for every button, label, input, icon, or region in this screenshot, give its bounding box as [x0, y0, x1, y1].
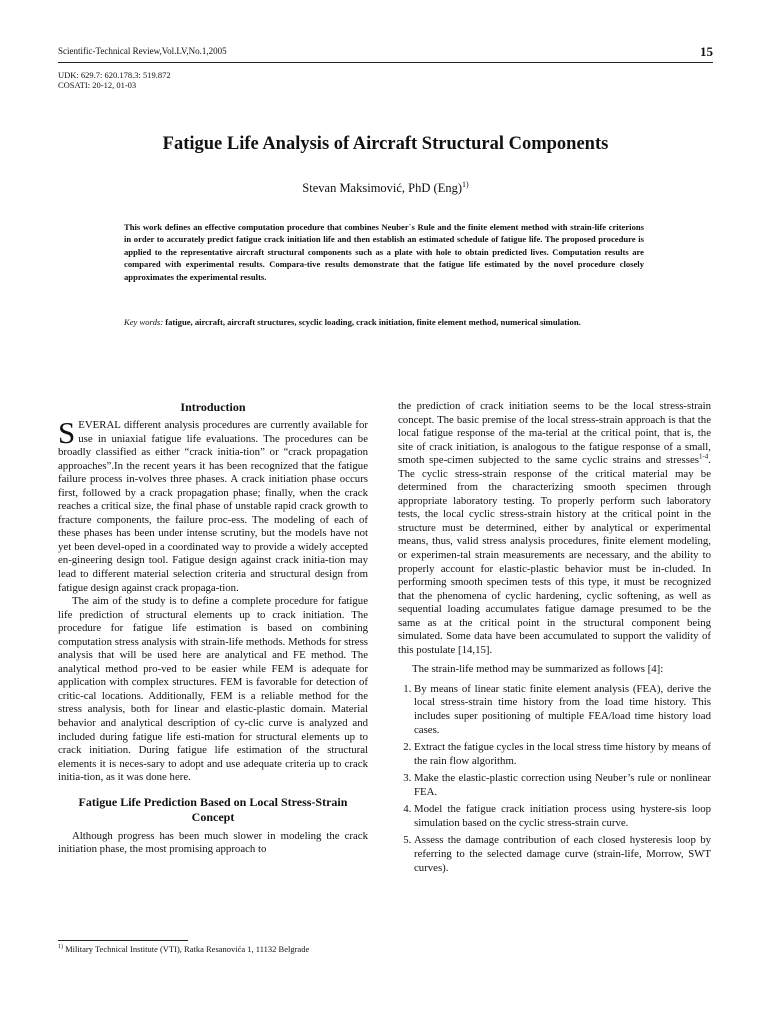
introduction-heading: Introduction: [180, 400, 246, 414]
author-line: [58, 181, 713, 196]
list-item: 4. Model the fatigue crack initiation process using hystere-sis loop simulation based on the cyclic stress-strain curve.: [414, 803, 711, 830]
running-header: [58, 44, 713, 60]
section2-paragraph-1-continued: [398, 400, 711, 657]
list-item: 2. Extract the fatigue cycles in the local stress time history by means of the rain flow algorithm.: [414, 741, 711, 768]
header-rule: [58, 62, 713, 63]
strain-life-steps: [398, 683, 711, 875]
list-intro: The strain-life method may be summarized as follows [4]:: [412, 663, 664, 676]
journal-name: Scientific-Technical Review,Vol.LV,No.1,2005: [58, 46, 227, 56]
list-item: 1. By means of linear static finite element analysis (FEA), derive the local stress-strain time history from the load time history. This includes super positioning of multiple FEA/load time history load cases.: [414, 683, 711, 737]
section2-paragraph-1: Although progress has been much slower in modeling the crack initiation phase, the most promising approach to: [58, 829, 368, 856]
citation-superscript: 1-4: [698, 452, 709, 461]
author-name: Stevan Maksimović, PhD (Eng): [302, 181, 463, 195]
keywords: [124, 316, 644, 328]
left-column: [58, 400, 368, 857]
introduction-paragraph-1-text: EVERAL different analysis procedures are currently available for use in uniaxial fatigue life evaluations. The procedures can be broadly classified as either “crack initia-tion” or “crack propagation approaches”.In the recent years it has been recognized that the fatigue failure process in-volves three phases. A crack initiation phase occurs first, followed by a crack propagation phase; finally, when the crack reaches a critical size, the final phase of unstable rapid crack growth to fracture components, the failure proc-ess. The modeling of each of these phases has been under intense scrutiny, but the models have not yet been devel-oped in a coordinated way to provide a widely accepted en-gineering design tool. Fatigue design against crack initia-tion may lead to different material selection criteria and structural design from fatigue design against crack propaga-tion.: [58, 419, 368, 594]
section-heading-fatigue-life-prediction: Fatigue Life Prediction Based on Local Stress-Strain Concept: [78, 794, 348, 824]
footnote-rule: [58, 940, 188, 941]
footnote: [58, 944, 309, 954]
introduction-paragraph-2: The aim of the study is to define a complete procedure for fatigue life prediction of structural elements up to crack initiation. The procedure for fatigue life estimation is based on combining computation stress analysis with strain-life methods. Methods for stress analysis that will be used here are analytical and FE method. The analytical method pro-ved to be easier while FEM is adequate for application with complex structures. FEM is favorable for detection of critic-cal locations. Additionally, FEM is a reliable method for the stress analysis, both for linear and elastic-plastic domain. Material behavior and analytical description of cy-clic curve is analyzed and included during fatigue life esti-mation for structural elements up to crack initiation. During fatigue life estimation of the structural elements it is neces-sary to adopt and use adequate criteria up to crack initia-tion, as it was done here.: [58, 595, 368, 784]
drop-cap: S: [58, 415, 76, 450]
right-column: [398, 400, 711, 879]
list-item: 5. Assess the damage contribution of each closed hysteresis loop by referring to the selected damage curve (strain-life, Morrow, SWT curves).: [414, 834, 711, 875]
cosati-code: COSATI: 20-12, 01-03: [58, 80, 137, 90]
section2-paragraph-1-continued-a: the prediction of crack initiation seems to be the local stress-strain concept. The basic premise of the local stress-strain approach is that the local fatigue response of the ma-terial at the critical point, that is, the site of crack initiation, is analogous to the fatigue response of a small, smoth spe-cimen subjected to the same cyclic strains and stresses: [398, 400, 711, 467]
footnote-mark: 1): [58, 944, 63, 951]
abstract: This work defines an effective computation procedure that combines Neuber`s Rule and the finite element method with strain-life criterions in order to accurately predict fatigue crack initiation life and then establish an estimated schedule of fatigue life. The proposed procedure is applied to the representative aircraft structural components such as a plate with hole to obtain predicted lives. Computation results are compared with experimental results. Compara-tive results demonstrate that the fatigue life estimated by the novel procedure closely approximates the experimental results.: [124, 222, 644, 282]
udk-code: UDK: 629.7: 620.178.3: 519.872: [58, 70, 171, 80]
keywords-label: Key words:: [124, 317, 164, 327]
author-affiliation-mark: 1): [462, 179, 469, 189]
list-item: 3. Make the elastic-plastic correction using Neuber’s rule or nonlinear FEA.: [414, 772, 711, 799]
footnote-text: Military Technical Institute (VTI), Ratka Resanovića 1, 11132 Belgrade: [65, 944, 310, 954]
section2-paragraph-1-continued-b: . The cyclic stress-strain response of the critical material may be determined from the characterizing smooth specimen through appropriate laboratory testing. To properly perform such laboratory tests, the local cyclic stress-strain history at the critical point in the structure must be determined, either by analytical or experimental means, thus, valid stress analysis procedures, finite element modeling, or experimen-tal strain measurements are necessary, and the ability to properly account for elastic-plastic behavior must be in-cluded. In performing smooth specimen tests of this type, it must be recognized that the phenomena of cyclic hardening, cyclic softening, as well as sequential loading accumulates fatigue damage presumed to be the same as at the critical point in the structural component being simulated. Some data have been accumulated to support the validity of this postulate [14,15].: [398, 454, 711, 656]
paper-title: Fatigue Life Analysis of Aircraft Structural Components: [162, 134, 609, 154]
page-number: 15: [700, 44, 713, 59]
keywords-text: fatigue, aircraft, aircraft structures, scyclic loading, crack initiation, finite element method, numerical simulation.: [165, 317, 581, 327]
introduction-paragraph-1: [58, 415, 368, 595]
classification-codes: [58, 70, 171, 90]
